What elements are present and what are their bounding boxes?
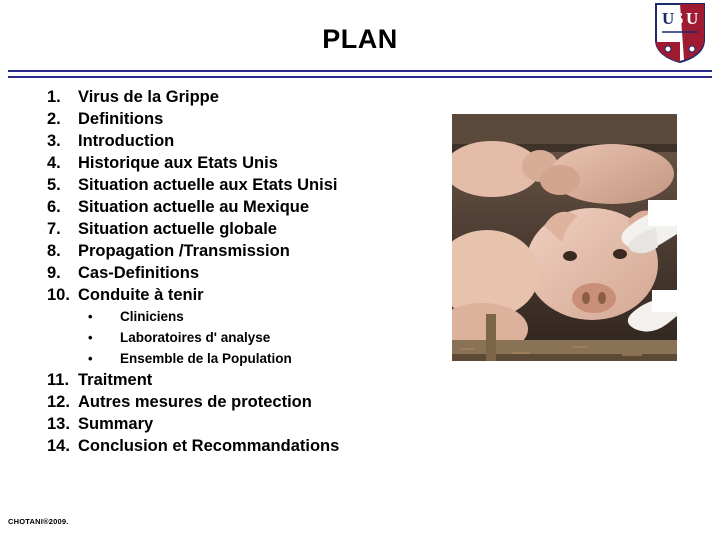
svg-text:U: U	[686, 9, 699, 28]
list-item	[40, 174, 450, 196]
list-item-number: 14.	[47, 437, 70, 455]
list-item-label: Cas-Definitions	[78, 264, 200, 282]
list-item-label: Situation actuelle au Mexique	[78, 198, 310, 216]
slide-title-text: PLAN	[322, 24, 398, 54]
list-item	[40, 413, 450, 435]
list-item-label: Definitions	[78, 110, 164, 128]
list-item-number: 7.	[47, 220, 61, 238]
list-item-label: Historique aux Etats Unis	[78, 154, 278, 172]
list-item	[40, 369, 450, 391]
list-item-label: Conclusion et Recommandations	[78, 437, 340, 455]
list-item-number: 6.	[47, 198, 61, 216]
list-item-label: Autres mesures de protection	[78, 393, 312, 411]
list-item-label: Ensemble de la Population	[120, 351, 292, 366]
list-item	[40, 306, 450, 327]
list-item-number: 13.	[47, 415, 70, 433]
list-item-number: 1.	[47, 88, 61, 106]
list-item-number: 4.	[47, 154, 61, 172]
svg-text:S: S	[674, 9, 684, 28]
list-item-label: Conduite à tenir	[78, 286, 204, 304]
list-item-number: 2.	[47, 110, 61, 128]
list-item-number: 3.	[47, 132, 61, 150]
list-item-label: Laboratoires d' analyse	[120, 330, 271, 345]
list-item-number: 11.	[47, 371, 70, 389]
list-item	[40, 391, 450, 413]
title-divider-bottom	[8, 76, 712, 78]
list-item	[40, 435, 450, 457]
list-item	[40, 196, 450, 218]
list-item-label: Traitment	[78, 371, 153, 389]
list-item	[40, 240, 450, 262]
list-item-label: Propagation /Transmission	[78, 242, 290, 260]
list-item	[40, 218, 450, 240]
list-item	[40, 86, 450, 108]
list-item-label: Cliniciens	[120, 309, 184, 324]
page-title	[0, 26, 720, 53]
list-item	[40, 108, 450, 130]
list-item	[40, 152, 450, 174]
bullet-icon: •	[88, 330, 93, 345]
list-item	[40, 327, 450, 348]
list-item-label: Summary	[78, 415, 154, 433]
bullet-icon: •	[88, 309, 93, 324]
plan-list	[40, 86, 450, 457]
list-item-label: Virus de la Grippe	[78, 88, 219, 106]
footer-copyright: CHOTANI®2009.	[8, 517, 69, 526]
bullet-icon: •	[88, 351, 93, 366]
list-item-number: 5.	[47, 176, 61, 194]
list-item	[40, 262, 450, 284]
list-item-number: 8.	[47, 242, 61, 260]
svg-text:U: U	[662, 9, 675, 28]
list-item-number: 12.	[47, 393, 70, 411]
list-item-label: Situation actuelle aux Etats Unisi	[78, 176, 338, 194]
list-item-label: Situation actuelle globale	[78, 220, 277, 238]
pigs-photo	[452, 114, 677, 361]
list-item-number: 9.	[47, 264, 61, 282]
list-item	[40, 348, 450, 369]
list-item-number: 10.	[47, 286, 70, 304]
list-item-label: Introduction	[78, 132, 175, 150]
list-item	[40, 284, 450, 306]
list-item	[40, 130, 450, 152]
title-divider-top	[8, 70, 712, 72]
